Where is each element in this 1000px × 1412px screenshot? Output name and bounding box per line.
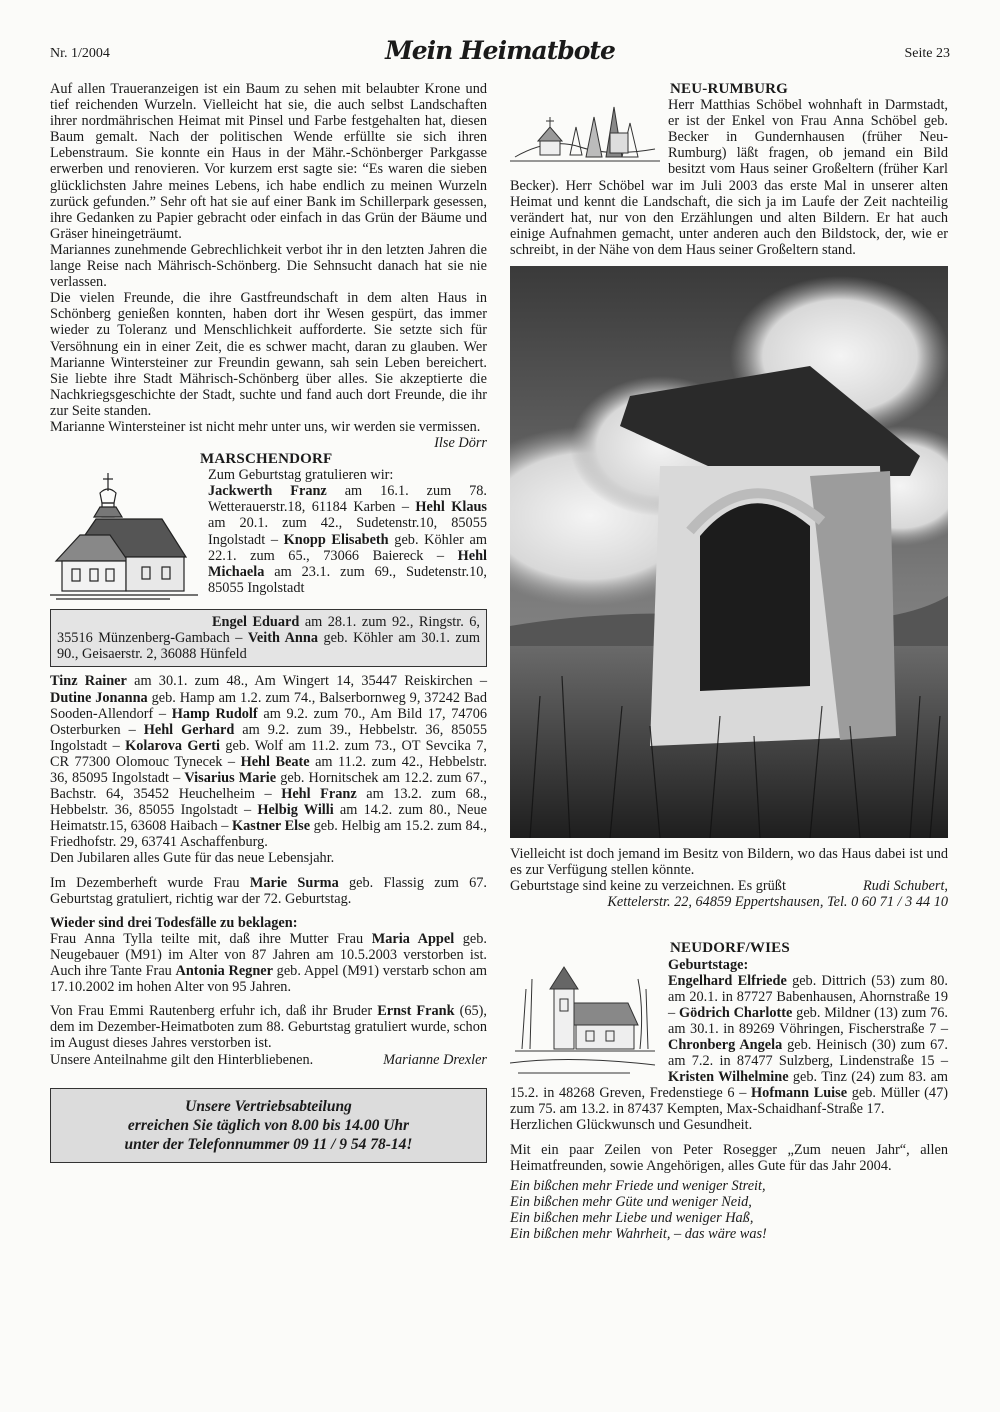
birthday-entry: am 14.2. zum 80., Neue Heimatstr.15, 63608 Haibach – xyxy=(50,802,488,835)
person-name: Hehl Beate xyxy=(240,753,310,770)
right-column xyxy=(510,81,948,1242)
deaths-paragraph xyxy=(50,931,487,995)
person-name: Kolarova Gerti xyxy=(125,737,220,754)
deaths-text: (65), dem im Dezember-Heimatboten zum 88. Geburtstag gratuliert wurde, schon im August dieses Jahres verstorben ist. xyxy=(50,1003,487,1052)
birthday-entry: geb. Hamp am 1.2. zum 74., Balserbornweg 9, 37242 Bad Sooden-Allendorf – xyxy=(50,689,487,722)
person-name: Kristen Wilhelmine xyxy=(668,1069,789,1086)
neurumburg-signature: Rudi Schubert, xyxy=(863,878,948,895)
birthday-entry: geb. Tinz (24) zum 83. am 15.2. in 48268 Greven, Fredenstiege 6 – xyxy=(510,1069,949,1102)
masthead-title: Mein Heimatbote xyxy=(385,36,615,65)
page-number: Seite 23 xyxy=(904,46,950,61)
person-name: Hehl Klaus xyxy=(415,499,487,516)
person-name: Ernst Frank xyxy=(377,1003,455,1020)
person-name: Chronberg Angela xyxy=(668,1036,783,1053)
birthday-entry: am 13.2. zum 68., Hebbelstr. 36, 85055 Ingolstadt – xyxy=(50,786,487,819)
rosegger-intro: Mit ein paar Zeilen von Peter Rosegger „Zum neuen Jahr“, allen Heimatfreunden, sowie Angehörigen, alles Gute für das Jahr 2004. xyxy=(510,1141,948,1174)
marschendorf-section xyxy=(50,451,487,867)
neurumburg-address: Kettelerstr. 22, 64859 Eppertshausen, Tel. 0 60 71 / 3 44 10 xyxy=(607,894,948,911)
person-name: Visarius Marie xyxy=(184,770,277,786)
neurumburg-greeting xyxy=(510,878,948,894)
obit-paragraph: Die vielen Freunde, die ihre Gastfreundschaft in dem alten Haus in Schönberg genießen konnten, haben dort ihr Wesen gespürt, das immer wieder zu Toleranz und Menschlichkeit aufforderte. Sie setzte sich für Versöhnung ein in einer Zeit, die es schwer macht, daran zu glauben. Wer Marianne Wintersteiner zur Freundin gewann, sah sein Leben bereichert. Sie liebte ihre Stadt Mährisch-Schönberg über alles. Sie akzeptierte die Nachkriegsgeschichte der Stadt, suchte und fand auch dort Freunde, die ihr zur Seite standen. xyxy=(50,290,487,419)
deaths-signature: Marianne Drexler xyxy=(383,1051,487,1068)
correction-text: Im Dezemberheft wurde Frau xyxy=(50,874,250,891)
deaths-title: Wieder sind drei Todesfälle zu beklagen: xyxy=(50,914,298,931)
obit-paragraph: Mariannes zunehmende Gebrechlichkeit verbot ihr in den letzten Jahren die lange Reise nach Mährisch-Schönberg. Die Sehnsucht danach hat sie nie verlassen. xyxy=(50,241,487,291)
person-name: Hehl Franz xyxy=(281,786,357,803)
notice-line: unter der Telefonnummer 09 11 / 9 54 78-14! xyxy=(124,1135,413,1153)
birthday-entry: geb. Dittrich (53) zum 80. am 20.1. in 87727 Babenhausen, Ahornstraße 19 – xyxy=(668,972,948,1021)
obit-signature: Ilse Dörr xyxy=(434,435,487,452)
poem-line: Ein bißchen mehr Güte und weniger Neid, xyxy=(510,1193,752,1210)
person-name: Gödrich Charlotte xyxy=(678,1004,793,1021)
person-name: Antonia Regner xyxy=(175,963,273,980)
deaths-closing xyxy=(50,1052,487,1068)
birthday-entry: am 11.2. zum 42., Hebbelstr. 36, 85095 Ingolstadt – xyxy=(50,753,487,786)
deaths-section xyxy=(50,915,487,1068)
poem-line: Ein bißchen mehr Wahrheit, – das wäre was! xyxy=(510,1226,767,1242)
neudorf-section xyxy=(510,940,948,1242)
correction-text: geb. Flassig zum 67. Geburtstag gratuliert, richtig war der 72. Geburtstag. xyxy=(50,874,488,907)
birthday-entry: geb. Müller (47) zum 75. am 13.2. in 87437 Kempten, Max-Schaidhanf-Straße 17. xyxy=(510,1085,948,1118)
marschendorf-closing: Den Jubilaren alles Gute für das neue Lebensjahr. xyxy=(50,850,335,867)
neurumburg-section xyxy=(510,81,948,910)
person-name: Hehl Michaela xyxy=(208,547,487,580)
birthday-entry: geb. Heinisch (30) zum 67. am 7.2. in 87477 Sulzberg, Lindenstraße 15 – xyxy=(668,1036,948,1070)
left-column xyxy=(50,81,487,1163)
birthday-entry: geb. Köhler am 22.1. zum 65., 73066 Baiereck – xyxy=(208,531,487,564)
birthday-entry: geb. Mildner (13) zum 76. am 30.1. in 89269 Vöhringen, Fischerstraße 7 – xyxy=(668,1004,948,1037)
person-name: Maria Appel xyxy=(371,930,455,947)
person-name: Dutine Jonanna xyxy=(50,689,148,706)
birthday-entry: geb. Köhler am 30.1. zum 90., Geisaerstr. 2, 36088 Hünfeld xyxy=(57,630,481,663)
marschendorf-birthday-list xyxy=(50,673,487,850)
obit-paragraph xyxy=(50,418,487,452)
person-name: Engelhard Elfriede xyxy=(668,972,787,989)
highlight-birthday-box xyxy=(50,609,487,667)
birthday-entry: am 28.1. zum 92., Ringstr. 6, 35516 Münzenberg-Gambach – xyxy=(57,614,480,647)
poem-line: Ein bißchen mehr Liebe und weniger Haß, xyxy=(510,1209,754,1226)
person-name: Veith Anna xyxy=(247,630,318,647)
distribution-notice-box xyxy=(50,1088,487,1163)
obit-paragraph: Auf allen Traueranzeigen ist ein Baum zu sehen mit belaubter Krone und tief reichenden Wurzeln. Vielleicht hat sie, die auch selbst Landschaften ihrer nordmährischen Heimat mit Pinsel und Farbe festgehalten hat, diesen Baum gemalt. Nach der politischen Wende erfüllte sie sich ihren Lebenstraum. Sie konnte ein Haus in der Mähr.-Schönberger Parkgasse erwerben und renovieren. Vor kurzem erst sagte sie: “Es waren die sieben glücklichsten Jahre meines Lebens, ich habe endlich zu meinen Wurzeln zurück gefunden.” Sehr oft hat sie auf einer Bank im Schillerpark gesessen, ihre Gedanken zu Papier gebracht oder einfach in das Grün der Bäume und Gräser hineingeträumt. xyxy=(50,81,487,242)
birthday-entry: am 9.2. zum 70., Am Bild 17, 74706 Osterburken – xyxy=(50,705,487,738)
person-name: Jackwerth Franz xyxy=(208,483,327,500)
person-name: Hamp Rudolf xyxy=(171,705,258,722)
person-name: Tinz Rainer xyxy=(50,673,127,690)
birthday-entry: geb. Helbig am 15.2. zum 84., Friedhofstr. 29, 63741 Aschaffenburg. xyxy=(50,818,487,851)
deaths-text: Frau Anna Tylla teilte mit, daß ihre Mutter Frau xyxy=(50,930,372,947)
greeting-text: Geburtstage sind keine zu verzeichnen. Es grüßt xyxy=(510,878,786,895)
birthday-entry: am 16.1. zum 78. Wetterauerstr.18, 61184 Karben – xyxy=(208,483,488,516)
birthday-entry: am 20.1. zum 42., Sudetenstr.10, 85055 Ingolstadt – xyxy=(208,515,487,548)
obit-closing: Marianne Wintersteiner ist nicht mehr unter uns, wir werden sie vermissen. xyxy=(50,418,481,435)
page-header xyxy=(50,36,950,68)
chapel-sketch-illustration xyxy=(510,97,660,165)
person-name: Helbig Willi xyxy=(257,802,334,819)
birthday-entry: am 9.2. zum 39., Hebbelstr. 36, 85055 Ingolstadt – xyxy=(50,721,487,754)
notice-line: erreichen Sie täglich von 8.00 bis 14.00 Uhr xyxy=(127,1116,410,1134)
notice-line: Unsere Vertriebsabteilung xyxy=(185,1097,352,1115)
obituary-article xyxy=(50,81,487,452)
neurumburg-title: NEU-RUMBURG xyxy=(669,81,789,97)
wayside-shrine-photo xyxy=(510,266,948,838)
village-church-sketch xyxy=(510,959,660,1077)
marschendorf-intro: Zum Geburtstag gratulieren wir: xyxy=(208,467,394,484)
deaths-text: Unsere Anteilnahme gilt den Hinterbliebenen. xyxy=(50,1051,314,1068)
deaths-text: geb. Neugebauer (M91) im Alter von 87 Jahren am 10.5.2003 verstorben ist. Auch ihre Tante Frau xyxy=(50,930,487,980)
issue-number: Nr. 1/2004 xyxy=(50,46,110,61)
birthday-entry: am 23.1. zum 69., Sudetenstr.10, 85055 Ingolstadt xyxy=(208,563,487,596)
rosegger-poem xyxy=(510,1178,948,1242)
marschendorf-title: MARSCHENDORF xyxy=(200,451,333,468)
neudorf-wish: Herzlichen Glückwunsch und Gesundheit. xyxy=(510,1117,753,1134)
neudorf-title: NEUDORF/WIES xyxy=(670,940,790,957)
neurumburg-text: Herr Matthias Schöbel wohnhaft in Darmstadt, er ist der Enkel von Frau Anna Schöbel geb. Becker in Gundernhausen (früher Neu-Rumburg) läßt fragen, ob jemand ein Bild besitzt vom Haus seiner Großeltern (früher Karl Becker). Herr Schöbel war im Juli 2003 das erste Mal in unserer alten Heimat und kennt die Landschaft, die sich ja im Laufe der Zeit nachteilig verändert hat, nur von den Erzählungen und alten Bildern. Er hat auch einige Aufnahmen gemacht, unter anderen auch den Bildstock, der, wie er schreibt, in der Nähe von dem Haus seiner Großeltern stand. xyxy=(510,97,948,258)
church-sketch-illustration xyxy=(50,469,200,601)
person-name: Hofmann Luise xyxy=(751,1085,848,1102)
correction-note xyxy=(50,875,487,907)
person-name: Engel Eduard xyxy=(212,614,300,631)
person-name: Knopp Elisabeth xyxy=(283,531,389,548)
poem-line: Ein bißchen mehr Friede und weniger Streit, xyxy=(510,1177,766,1194)
neudorf-subtitle: Geburtstage: xyxy=(668,956,749,973)
birthday-entry: am 30.1. zum 48., Am Wingert 14, 35447 Reiskirchen – xyxy=(126,673,487,690)
neurumburg-request: Vielleicht ist doch jemand im Besitz von Bildern, wo das Haus dabei ist und es zur Verfügung stellen könnte. xyxy=(510,846,948,879)
deaths-text: geb. Appel (M91) verstarb schon am 17.10.2002 im hohen Alter von 95 Jahren. xyxy=(50,963,487,996)
person-name: Marie Surma xyxy=(249,874,339,891)
birthday-entry: geb. Wolf am 11.2. zum 73., OT Sevcika 7, CR 77300 Olomouc Tynecek – xyxy=(50,737,487,770)
person-name: Kastner Else xyxy=(232,818,311,835)
person-name: Hehl Gerhard xyxy=(143,721,235,738)
birthday-entry: geb. Hornitschek am 12.2. zum 67., Bachstr. 64, 35452 Heuchelheim – xyxy=(50,770,487,803)
deaths-text: Von Frau Emmi Rautenberg erfuhr ich, daß ihr Bruder xyxy=(50,1003,378,1020)
deaths-paragraph xyxy=(50,1003,487,1051)
